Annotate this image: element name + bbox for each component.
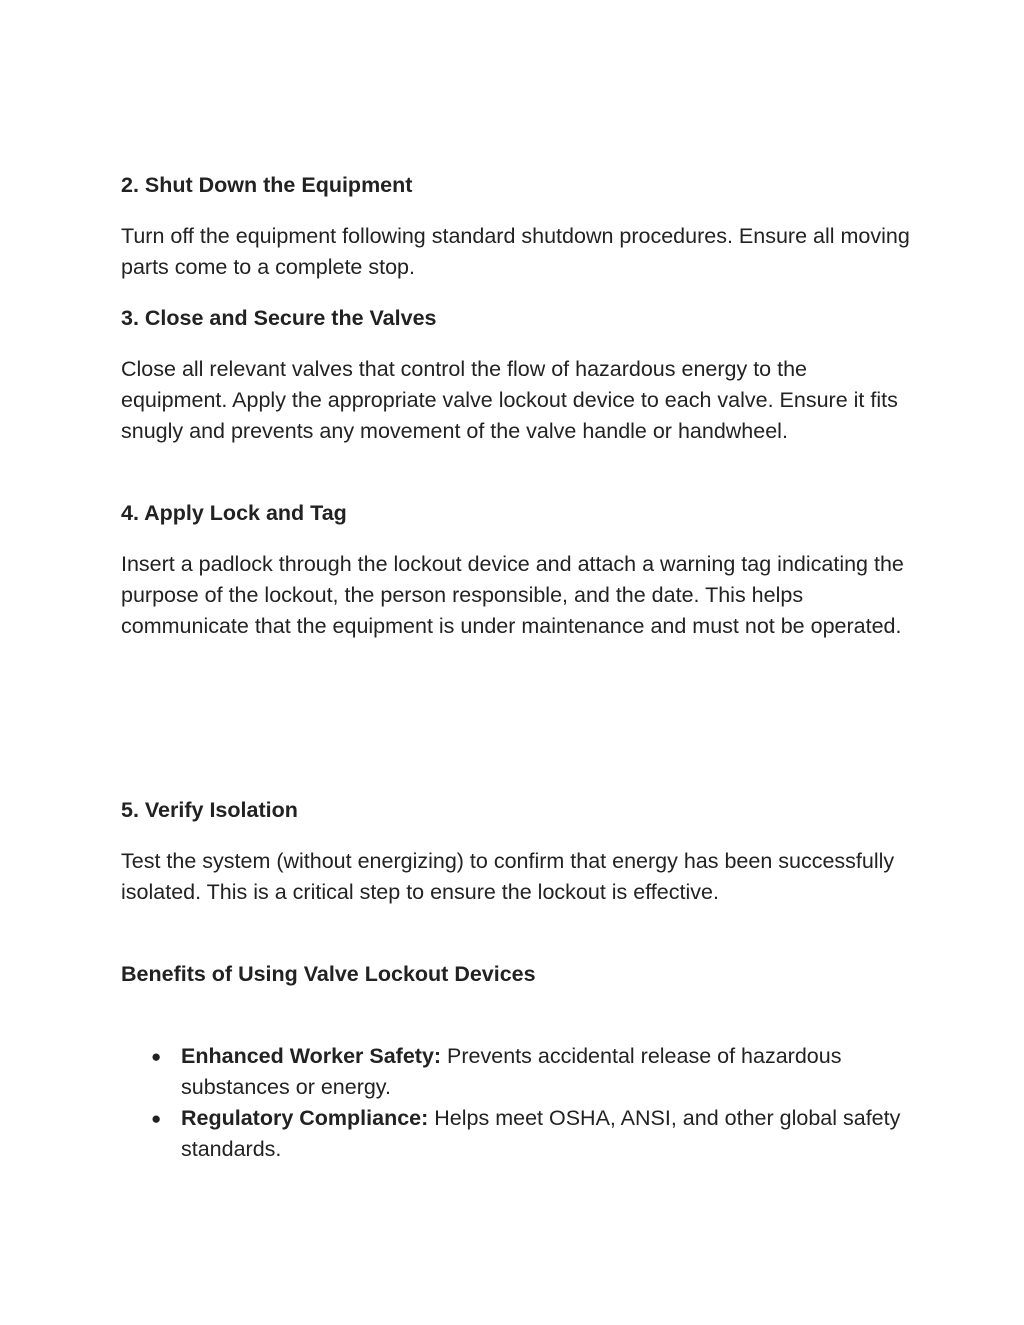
benefits-list — [121, 1041, 911, 1165]
section-body-shut-down: Turn off the equipment following standard shutdown procedures. Ensure all moving parts come to a complete stop. — [121, 224, 910, 279]
section-body-verify-isolation: Test the system (without energizing) to confirm that energy has been successfully isolated. This is a critical step to ensure the lockout is effective. — [121, 849, 895, 904]
benefit-term: Enhanced Worker Safety: — [181, 1044, 442, 1068]
benefit-term: Regulatory Compliance: — [181, 1106, 429, 1130]
bullet-icon: ● — [151, 1047, 162, 1066]
benefit-text: Helps meet OSHA, ANSI, and other global safety standards. — [181, 1106, 901, 1161]
list-item — [121, 1041, 911, 1103]
section-body-lock-tag: Insert a padlock through the lockout device and attach a warning tag indicating the purpose of the lockout, the person responsible, and the date. This helps communicate that the equipment is under maintenance and must not be operated. — [121, 552, 904, 638]
list-item — [121, 1103, 911, 1165]
bullet-icon: ● — [151, 1109, 162, 1128]
section-heading-close-valves: 3. Close and Secure the Valves — [121, 306, 437, 330]
section-heading-lock-tag: 4. Apply Lock and Tag — [121, 501, 347, 525]
section-body-close-valves: Close all relevant valves that control the flow of hazardous energy to the equipment. Apply the appropriate valve lockout device to each valve. Ensure it fits snugly and prevents any movement of the valve handle or handwheel. — [121, 357, 898, 443]
benefit-text: Prevents accidental release of hazardous substances or energy. — [181, 1044, 842, 1099]
section-heading-verify-isolation: 5. Verify Isolation — [121, 798, 298, 822]
section-heading-shut-down: 2. Shut Down the Equipment — [121, 173, 413, 197]
benefits-heading: Benefits of Using Valve Lockout Devices — [121, 962, 536, 986]
